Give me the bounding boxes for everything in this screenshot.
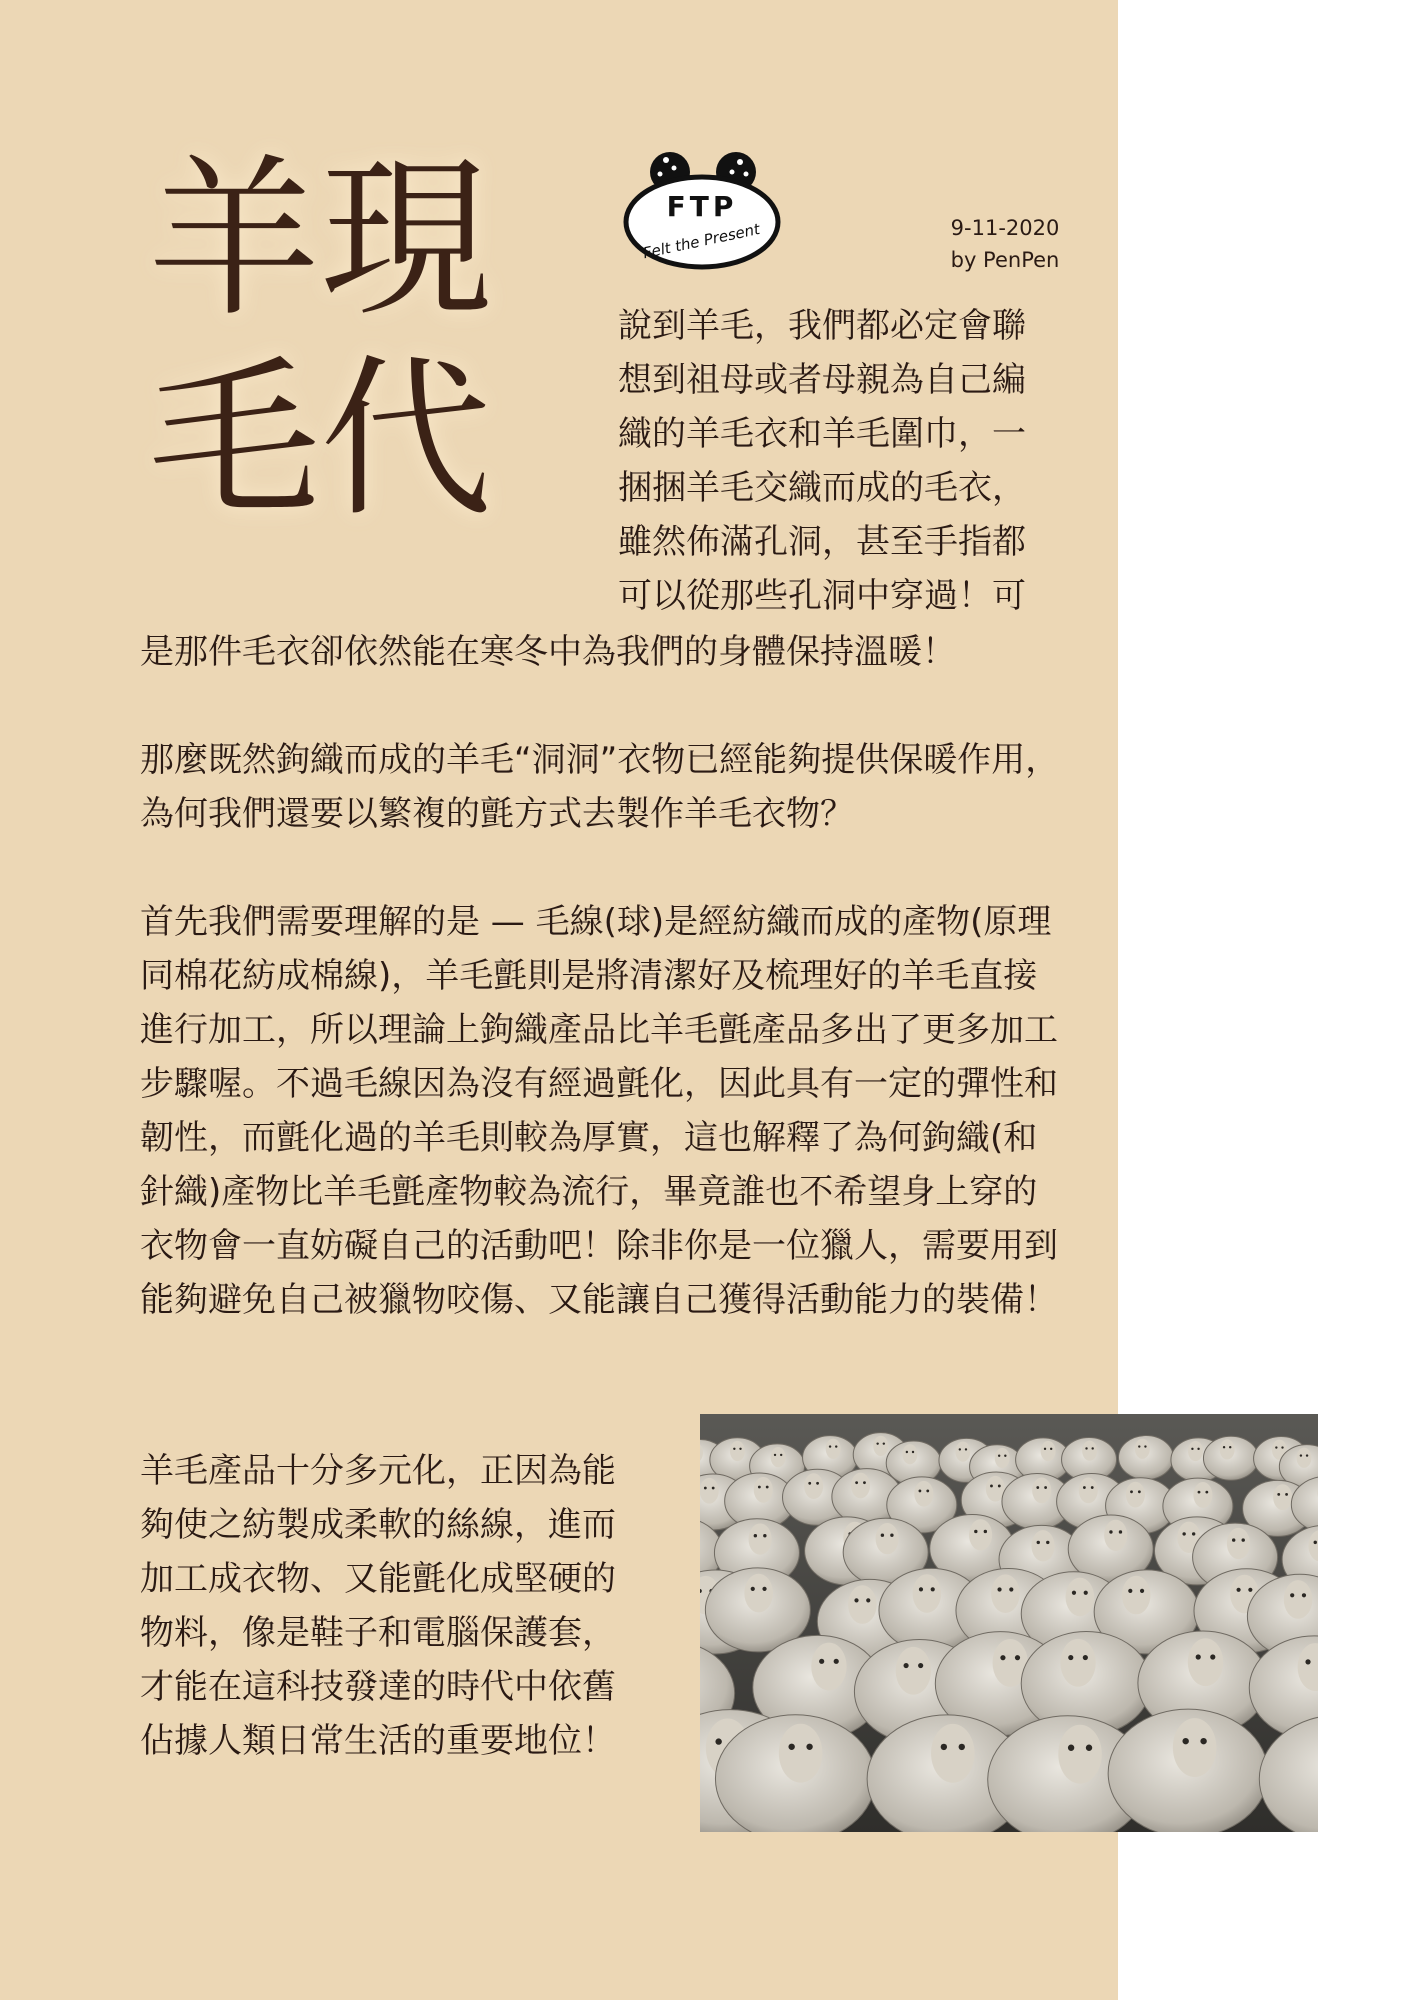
logo-sub-text: Felt the Present <box>641 219 762 263</box>
page-title <box>148 140 528 540</box>
paragraph-2: 那麼既然鉤織而成的羊毛“洞洞”衣物已經能夠提供保暖作用，為何我們還要以繁複的氈方式去製作羊毛衣物？ <box>140 740 1060 834</box>
p1-line: 想到祖母或者母親為自己編 <box>618 360 1026 400</box>
p1-line: 雖然佈滿孔洞，甚至手指都 <box>618 522 1026 562</box>
paragraph-1-tail: 是那件毛衣卻依然能在寒冬中為我們的身體保持溫暖！ <box>140 632 956 672</box>
ftp-logo <box>622 144 782 274</box>
article-date: 9-11-2020 <box>950 216 1060 240</box>
p1-line: 可以從那些孔洞中穿過！可 <box>618 576 1026 616</box>
logo-main-text: FTP <box>666 190 738 223</box>
sheep-flock-photo <box>700 1414 1318 1832</box>
paragraph-4: 羊毛產品十分多元化，正因為能夠使之紡製成柔軟的絲線，進而加工成衣物、又能氈化成堅硬的物料，像是鞋子和電腦保護套，才能在這科技發達的時代中依舊佔據人類日常生活的重要地位！ <box>140 1451 616 1761</box>
p1-line: 捆捆羊毛交織而成的毛衣， <box>618 468 1026 508</box>
title-line-2: 毛代 <box>148 339 492 540</box>
p1-line: 說到羊毛，我們都必定會聯 <box>618 306 1026 346</box>
article-meta <box>930 212 1080 276</box>
article-author: by PenPen <box>950 248 1060 272</box>
paragraph-1-top <box>618 299 1058 623</box>
title-line-1: 羊現 <box>148 139 492 340</box>
paragraph-3: 首先我們需要理解的是 — 毛線(球)是經紡織而成的產物(原理同棉花紡成棉線)，羊毛氈則是將清潔好及梳理好的羊毛直接進行加工，所以理論上鉤織產品比羊毛氈產品多出了更多加工步驟喔。不過毛線因為沒有經過氈化，因此具有一定的彈性和韌性，而氈化過的羊毛則較為厚實，這也解釋了為何鉤織(和針織)產物比羊毛氈產物較為流行，畢竟誰也不希望身上穿的衣物會一直妨礙自己的活動吧！除非你是一位獵人，需要用到能夠避免自己被獵物咬傷、又能讓自己獲得活動能力的裝備！ <box>140 902 1058 1320</box>
p1-line: 織的羊毛衣和羊毛圍巾，一 <box>618 414 1026 454</box>
